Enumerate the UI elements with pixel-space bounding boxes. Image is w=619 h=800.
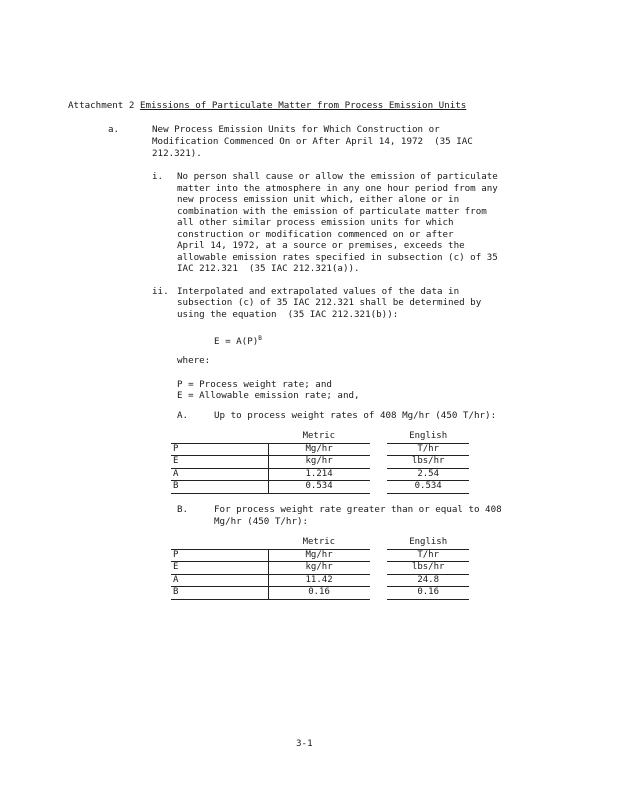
table-b-header-blank — [171, 537, 268, 549]
item-ii-line-3: using the equation (35 IAC 212.321(b)): — [177, 309, 399, 320]
where-label: where: — [177, 355, 211, 366]
table-a-row-1-metric: Mg/hr — [268, 443, 369, 456]
table-a-row-4-metric: 0.534 — [268, 481, 369, 494]
equation-text: E = A(P) — [214, 336, 259, 348]
table-b-row-4-metric: 0.16 — [268, 587, 369, 600]
table-b-row-4-english: 0.16 — [387, 587, 469, 600]
table-row — [171, 481, 469, 494]
equation-exponent: B — [258, 335, 262, 342]
table-b — [171, 537, 469, 600]
sub-a-label: A. — [177, 410, 189, 421]
item-ii-label: ii. — [152, 286, 169, 297]
item-i-line-4: combination with the emission of particulate matter from — [177, 206, 487, 217]
table-row — [171, 587, 469, 600]
table-row — [171, 574, 469, 587]
section-a-line-2: Modification Commenced On or After April 14, 1972 (35 IAC — [152, 136, 473, 147]
table-b-row-2-metric: kg/hr — [268, 562, 369, 575]
table-row — [171, 549, 469, 562]
page-number: 3-1 — [296, 738, 313, 749]
item-i-line-7: April 14, 1972, at a source or premises, exceeds the — [177, 240, 465, 251]
table-b-row-2-english: lbs/hr — [387, 562, 469, 575]
table-b-header-english: English — [387, 537, 469, 549]
table-a-row-4-label: B — [171, 481, 268, 494]
table-b-header-metric: Metric — [268, 537, 369, 549]
sub-b-line-2: Mg/hr (450 T/hr): — [214, 516, 309, 527]
table-row — [171, 443, 469, 456]
item-ii-line-1: Interpolated and extrapolated values of the data in — [177, 286, 460, 297]
sub-a-text: Up to process weight rates of 408 Mg/hr (450 T/hr): — [214, 410, 497, 421]
sub-b-label: B. — [177, 504, 189, 515]
attachment-prefix: Attachment 2 — [68, 100, 135, 111]
table-a-row-3-label: A — [171, 468, 268, 481]
item-i-line-6: construction or modification commenced on or after — [177, 229, 454, 240]
table-a-row-2-english: lbs/hr — [387, 456, 469, 469]
table-b-row-3-label: A — [171, 574, 268, 587]
table-a-header-blank — [171, 431, 268, 443]
table-b-row-1-metric: Mg/hr — [268, 549, 369, 562]
section-a-line-3: 212.321). — [152, 148, 202, 159]
table-a-row-4-english: 0.534 — [387, 481, 469, 494]
table-a-row-2-metric: kg/hr — [268, 456, 369, 469]
table-a-header-english: English — [387, 431, 469, 443]
item-ii-line-2: subsection (c) of 35 IAC 212.321 shall be determined by — [177, 297, 482, 308]
table-a-header-row — [171, 431, 469, 443]
section-a-line-1: New Process Emission Units for Which Construction or — [152, 124, 440, 135]
item-i-line-1: No person shall cause or allow the emission of particulate — [177, 171, 498, 182]
table-a-header-metric: Metric — [268, 431, 369, 443]
table-b-header-row — [171, 537, 469, 549]
table-b-row-4-label: B — [171, 587, 268, 600]
attachment-heading — [68, 100, 466, 112]
table-a-row-2-label: E — [171, 456, 268, 469]
definition-p: P = Process weight rate; and — [177, 379, 332, 390]
item-i-label: i. — [152, 171, 164, 182]
item-i-line-8: allowable emission rates specified in subsection (c) of 35 — [177, 252, 498, 263]
item-i-line-5: all other similar process emission units for which — [177, 217, 454, 228]
definition-e: E = Allowable emission rate; and, — [177, 390, 360, 401]
table-a — [171, 431, 469, 494]
table-b-row-3-english: 24.8 — [387, 574, 469, 587]
table-b-row-3-metric: 11.42 — [268, 574, 369, 587]
item-i-line-2: matter into the atmosphere in any one hour period from any — [177, 183, 498, 194]
table-row — [171, 456, 469, 469]
table-a-row-1-english: T/hr — [387, 443, 469, 456]
table-a-row-3-english: 2.54 — [387, 468, 469, 481]
item-i-line-3: new process emission unit which, either alone or in — [177, 194, 460, 205]
table-b-row-1-english: T/hr — [387, 549, 469, 562]
attachment-title: Emissions of Particulate Matter from Process Emission Units — [139, 100, 467, 111]
table-row — [171, 562, 469, 575]
table-a-row-3-metric: 1.214 — [268, 468, 369, 481]
sub-b-line-1: For process weight rate greater than or equal to 408 — [214, 504, 502, 515]
table-a-row-1-label: P — [171, 443, 268, 456]
table-b-row-2-label: E — [171, 562, 268, 575]
table-b-row-1-label: P — [171, 549, 268, 562]
section-a-label: a. — [108, 124, 120, 135]
item-i-line-9: IAC 212.321 (35 IAC 212.321(a)). — [177, 263, 360, 274]
equation — [214, 333, 262, 348]
table-row — [171, 468, 469, 481]
